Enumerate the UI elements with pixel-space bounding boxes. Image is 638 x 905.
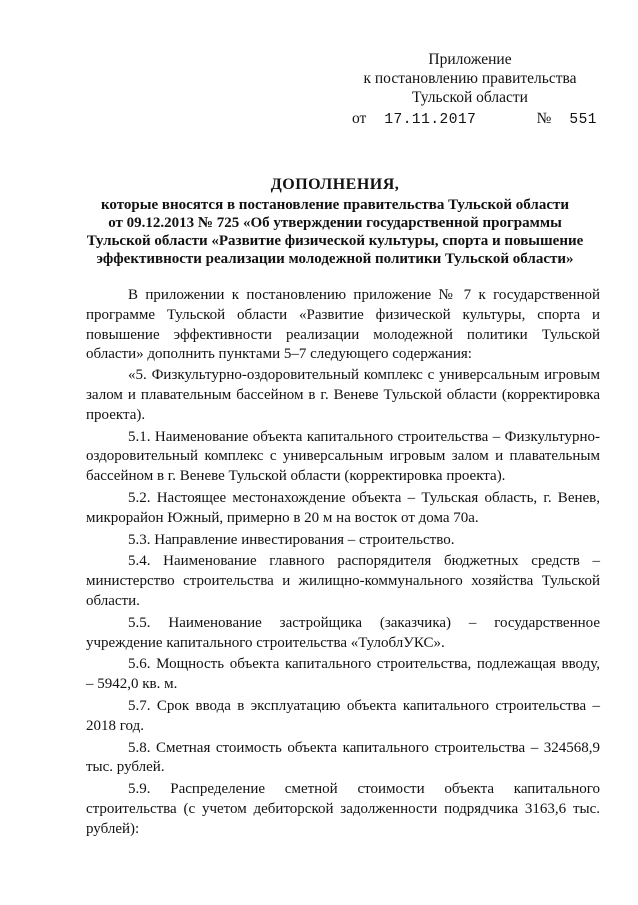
date-prefix: от: [352, 110, 367, 127]
date-group: [352, 109, 476, 130]
document-title: [70, 176, 600, 268]
title-line: эффективности реализации молодежной политики Тульской области»: [96, 251, 574, 267]
appendix-title: Приложение: [428, 51, 512, 68]
paragraph-5-1: 5.1. Наименование объекта капитального строительства – Физкультурно-оздоровительный комплекс с универсальным игровым залом и плавательным бассейном в г. Веневе Тульской области (корректировка проекта).: [86, 428, 600, 485]
appendix-header: [340, 50, 600, 130]
document-date: 17.11.2017: [384, 112, 477, 128]
paragraph-5-2: 5.2. Настоящее местонахождение объекта – Тульская область, г. Венев, микрорайон Южный, примерно в 20 м на восток от дома 70а.: [86, 489, 600, 526]
number-prefix: №: [536, 110, 552, 127]
document-body: [86, 286, 600, 841]
paragraph-5: «5. Физкультурно-оздоровительный комплекс с универсальным игровым залом и плавательным бассейном в г. Веневе Тульской области (корректировка проекта).: [86, 367, 600, 423]
title-line: от 09.12.2013 № 725 «Об утверждении государственной программы: [108, 215, 562, 231]
paragraph-intro: В приложении к постановлению приложение № 7 к государственной программе Тульской области «Развитие физической культуры, спорта и повышение эффективности реализации молодежной политики Тульской области» дополнить пунктами 5–7 следующего содержания:: [86, 287, 600, 363]
paragraph-5-4: 5.4. Наименование главного распорядителя бюджетных средств – министерство строительства и жилищно-коммунального хозяйства Тульской области.: [86, 553, 600, 609]
paragraph-5-6: 5.6. Мощность объекта капитального строительства, подлежащая вводу, – 5942,0 кв. м.: [86, 656, 600, 693]
document-reference: [340, 109, 597, 130]
paragraph-5-5: 5.5. Наименование застройщика (заказчика) – государственное учреждение капитального строительства «ТулоблУКС».: [86, 614, 600, 651]
paragraph-5-3: 5.3. Направление инвестирования – строительство.: [128, 531, 455, 548]
paragraph-5-8: 5.8. Сметная стоимость объекта капитального строительства – 324568,9 тыс. рублей.: [86, 739, 600, 776]
appendix-subtitle: к постановлению правительства: [363, 70, 577, 87]
number-group: [537, 109, 597, 130]
document-number: 551: [569, 112, 597, 128]
title-line: Тульской области «Развитие физической культуры, спорта и повышение: [86, 233, 584, 249]
paragraph-5-7: 5.7. Срок ввода в эксплуатацию объекта капитального строительства – 2018 год.: [86, 697, 600, 734]
appendix-region: Тульской области: [412, 89, 528, 106]
title-heading: ДОПОЛНЕНИЯ,: [270, 176, 400, 193]
paragraph-5-9: 5.9. Распределение сметной стоимости объекта капитального строительства (с учетом дебиторской задолженности подрядчика 3163,6 тыс. рублей):: [86, 781, 600, 837]
title-line: которые вносятся в постановление правительства Тульской области: [100, 197, 570, 213]
